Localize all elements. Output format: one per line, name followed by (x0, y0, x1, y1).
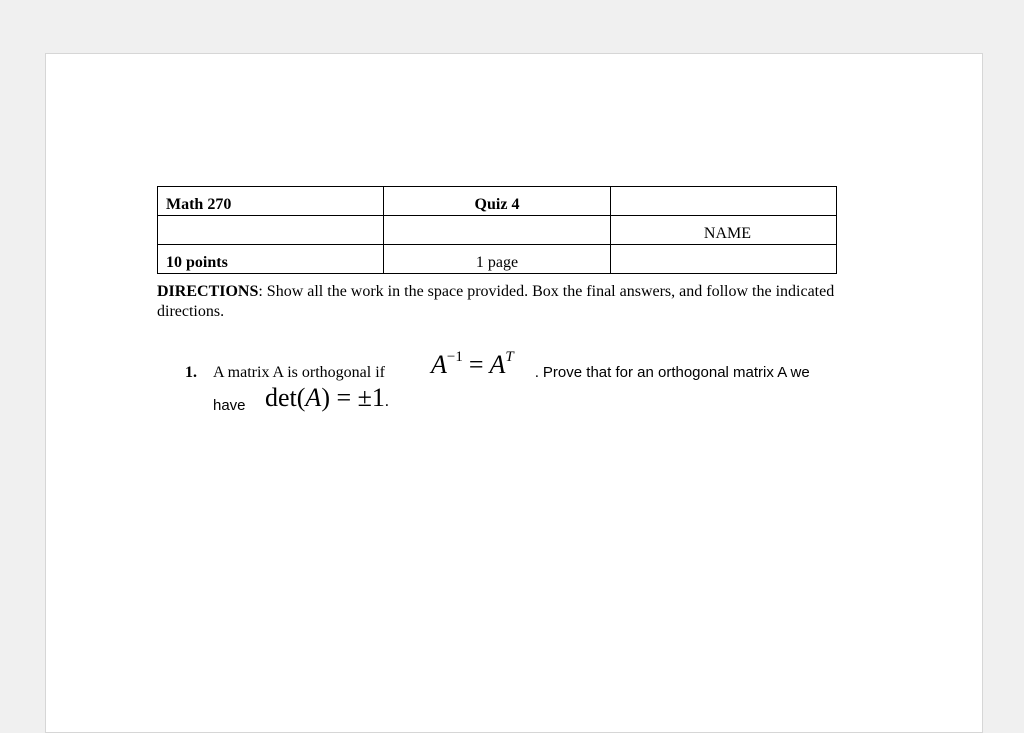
math-lhs: A (431, 350, 447, 379)
quiz-title-cell: Quiz 4 (384, 187, 610, 216)
math-rhs-exponent: T (505, 349, 514, 365)
directions-label: DIRECTIONS (157, 283, 259, 300)
empty-cell (158, 216, 384, 245)
points-cell: 10 points (158, 245, 384, 274)
math-det-period: . (384, 393, 389, 410)
table-row (158, 245, 837, 274)
quiz-header-table (157, 186, 837, 274)
course-cell: Math 270 (158, 187, 384, 216)
table-row (158, 187, 837, 216)
question-text-have: have (213, 397, 246, 414)
directions-paragraph (157, 282, 877, 322)
question-text-after-label: Prove that for an orthogonal matrix A we (542, 364, 810, 381)
math-det-rest: ) = ±1 (321, 383, 385, 412)
page-count-cell: 1 page (384, 245, 610, 274)
math-rhs: A (489, 350, 506, 379)
orthogonal-equation (431, 350, 514, 380)
math-det-var: A (305, 383, 322, 412)
directions-text: : Show all the work in the space provided. Box the final answers, and follow the indicated directions. (157, 283, 835, 320)
question-text-after (535, 364, 810, 382)
math-period: . (535, 365, 539, 381)
document-page (45, 53, 983, 733)
empty-cell (610, 245, 836, 274)
determinant-equation (265, 383, 389, 413)
question-text-before: A matrix A is orthogonal if (213, 364, 385, 381)
math-lhs-exponent: −1 (446, 349, 463, 365)
empty-cell (610, 187, 836, 216)
table-row (158, 216, 837, 245)
name-cell: NAME (610, 216, 836, 245)
math-equals: = (468, 350, 484, 379)
math-det: det( (265, 383, 306, 412)
empty-cell (384, 216, 610, 245)
question-number: 1. (185, 364, 197, 381)
